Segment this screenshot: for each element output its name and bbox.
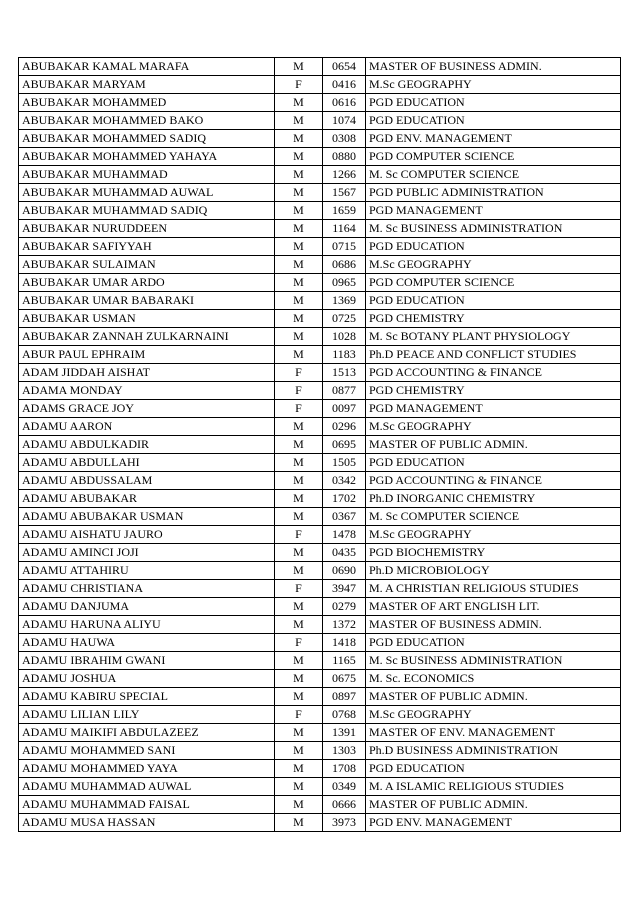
gender-cell: M — [275, 94, 323, 112]
gender-cell: M — [275, 670, 323, 688]
table-row — [19, 148, 621, 166]
student-name-cell: ADAMU HARUNA ALIYU — [19, 616, 275, 634]
code-cell: 1418 — [323, 634, 366, 652]
gender-cell: F — [275, 364, 323, 382]
student-name-cell: ADAMU IBRAHIM GWANI — [19, 652, 275, 670]
code-cell: 1372 — [323, 616, 366, 634]
gender-cell: M — [275, 274, 323, 292]
program-cell: Ph.D BUSINESS ADMINISTRATION — [366, 742, 621, 760]
code-cell: 1165 — [323, 652, 366, 670]
table-row — [19, 346, 621, 364]
code-cell: 0416 — [323, 76, 366, 94]
code-cell: 1369 — [323, 292, 366, 310]
student-name-cell: ADAMU ABUBAKAR — [19, 490, 275, 508]
student-name-cell: ABUBAKAR ZANNAH ZULKARNAINI — [19, 328, 275, 346]
code-cell: 0342 — [323, 472, 366, 490]
student-name-cell: ADAMU AMINCI JOJI — [19, 544, 275, 562]
gender-cell: M — [275, 112, 323, 130]
student-name-cell: ADAMU DANJUMA — [19, 598, 275, 616]
code-cell: 0666 — [323, 796, 366, 814]
gender-cell: M — [275, 562, 323, 580]
program-cell: PGD EDUCATION — [366, 634, 621, 652]
program-cell: Ph.D MICROBIOLOGY — [366, 562, 621, 580]
student-name-cell: ABUBAKAR UMAR BABARAKI — [19, 292, 275, 310]
gender-cell: M — [275, 688, 323, 706]
table-row — [19, 400, 621, 418]
gender-cell: M — [275, 616, 323, 634]
student-name-cell: ADAMU CHRISTIANA — [19, 580, 275, 598]
program-cell: PGD CHEMISTRY — [366, 310, 621, 328]
code-cell: 0897 — [323, 688, 366, 706]
student-name-cell: ADAMU ABUBAKAR USMAN — [19, 508, 275, 526]
table-row — [19, 166, 621, 184]
table-row — [19, 130, 621, 148]
program-cell: PGD EDUCATION — [366, 238, 621, 256]
program-cell: M. Sc BOTANY PLANT PHYSIOLOGY — [366, 328, 621, 346]
program-cell: PGD PUBLIC ADMINISTRATION — [366, 184, 621, 202]
student-name-cell: ADAM JIDDAH AISHAT — [19, 364, 275, 382]
gender-cell: M — [275, 742, 323, 760]
student-name-cell: ADAMU MOHAMMED SANI — [19, 742, 275, 760]
program-cell: M.Sc GEOGRAPHY — [366, 526, 621, 544]
student-name-cell: ADAMS GRACE JOY — [19, 400, 275, 418]
gender-cell: M — [275, 454, 323, 472]
student-name-cell: ABUBAKAR NURUDDEEN — [19, 220, 275, 238]
program-cell: MASTER OF PUBLIC ADMIN. — [366, 436, 621, 454]
student-name-cell: ADAMU AISHATU JAURO — [19, 526, 275, 544]
student-name-cell: ABUBAKAR KAMAL MARAFA — [19, 58, 275, 76]
gender-cell: F — [275, 706, 323, 724]
program-cell: MASTER OF ART ENGLISH LIT. — [366, 598, 621, 616]
table-row — [19, 742, 621, 760]
program-cell: PGD BIOCHEMISTRY — [366, 544, 621, 562]
table-row — [19, 490, 621, 508]
program-cell: PGD EDUCATION — [366, 760, 621, 778]
student-name-cell: ADAMU ATTAHIRU — [19, 562, 275, 580]
code-cell: 1659 — [323, 202, 366, 220]
student-name-cell: ADAMA MONDAY — [19, 382, 275, 400]
program-cell: PGD EDUCATION — [366, 94, 621, 112]
gender-cell: M — [275, 652, 323, 670]
program-cell: M. A ISLAMIC RELIGIOUS STUDIES — [366, 778, 621, 796]
table-row — [19, 76, 621, 94]
code-cell: 1478 — [323, 526, 366, 544]
roster-body — [19, 58, 621, 832]
code-cell: 0725 — [323, 310, 366, 328]
student-name-cell: ABUBAKAR MUHAMMAD AUWAL — [19, 184, 275, 202]
table-row — [19, 58, 621, 76]
student-name-cell: ABUBAKAR MOHAMMED SADIQ — [19, 130, 275, 148]
code-cell: 0435 — [323, 544, 366, 562]
program-cell: PGD COMPUTER SCIENCE — [366, 274, 621, 292]
gender-cell: M — [275, 292, 323, 310]
table-row — [19, 760, 621, 778]
program-cell: M.Sc GEOGRAPHY — [366, 256, 621, 274]
gender-cell: F — [275, 76, 323, 94]
program-cell: Ph.D INORGANIC CHEMISTRY — [366, 490, 621, 508]
student-name-cell: ABUBAKAR MUHAMMAD SADIQ — [19, 202, 275, 220]
student-name-cell: ADAMU MUSA HASSAN — [19, 814, 275, 832]
code-cell: 0695 — [323, 436, 366, 454]
table-row — [19, 616, 621, 634]
program-cell: PGD ACCOUNTING & FINANCE — [366, 472, 621, 490]
code-cell: 0690 — [323, 562, 366, 580]
code-cell: 0768 — [323, 706, 366, 724]
gender-cell: M — [275, 148, 323, 166]
table-row — [19, 112, 621, 130]
code-cell: 1028 — [323, 328, 366, 346]
student-name-cell: ADAMU MAIKIFI ABDULAZEEZ — [19, 724, 275, 742]
student-roster-table — [18, 57, 621, 832]
gender-cell: M — [275, 184, 323, 202]
code-cell: 0279 — [323, 598, 366, 616]
gender-cell: M — [275, 760, 323, 778]
student-name-cell: ABUBAKAR MARYAM — [19, 76, 275, 94]
student-name-cell: ADAMU HAUWA — [19, 634, 275, 652]
code-cell: 1074 — [323, 112, 366, 130]
table-row — [19, 364, 621, 382]
gender-cell: M — [275, 814, 323, 832]
code-cell: 0686 — [323, 256, 366, 274]
gender-cell: M — [275, 778, 323, 796]
code-cell: 1266 — [323, 166, 366, 184]
code-cell: 1513 — [323, 364, 366, 382]
program-cell: PGD ENV. MANAGEMENT — [366, 814, 621, 832]
code-cell: 0715 — [323, 238, 366, 256]
table-row — [19, 454, 621, 472]
table-row — [19, 634, 621, 652]
program-cell: M.Sc GEOGRAPHY — [366, 76, 621, 94]
code-cell: 0308 — [323, 130, 366, 148]
table-row — [19, 238, 621, 256]
table-row — [19, 544, 621, 562]
code-cell: 1164 — [323, 220, 366, 238]
gender-cell: M — [275, 544, 323, 562]
code-cell: 0367 — [323, 508, 366, 526]
program-cell: MASTER OF BUSINESS ADMIN. — [366, 616, 621, 634]
gender-cell: F — [275, 526, 323, 544]
program-cell: PGD ACCOUNTING & FINANCE — [366, 364, 621, 382]
table-row — [19, 688, 621, 706]
gender-cell: M — [275, 328, 323, 346]
table-row — [19, 652, 621, 670]
code-cell: 1708 — [323, 760, 366, 778]
gender-cell: M — [275, 724, 323, 742]
table-row — [19, 670, 621, 688]
gender-cell: F — [275, 400, 323, 418]
student-name-cell: ABUBAKAR UMAR ARDO — [19, 274, 275, 292]
gender-cell: F — [275, 580, 323, 598]
gender-cell: M — [275, 346, 323, 364]
code-cell: 1303 — [323, 742, 366, 760]
code-cell: 1702 — [323, 490, 366, 508]
program-cell: MASTER OF BUSINESS ADMIN. — [366, 58, 621, 76]
program-cell: MASTER OF ENV. MANAGEMENT — [366, 724, 621, 742]
student-name-cell: ABUBAKAR SAFIYYAH — [19, 238, 275, 256]
student-name-cell: ADAMU ABDULLAHI — [19, 454, 275, 472]
table-row — [19, 382, 621, 400]
table-row — [19, 778, 621, 796]
code-cell: 1505 — [323, 454, 366, 472]
student-name-cell: ABUR PAUL EPHRAIM — [19, 346, 275, 364]
student-name-cell: ADAMU ABDUSSALAM — [19, 472, 275, 490]
gender-cell: M — [275, 418, 323, 436]
table-row — [19, 418, 621, 436]
gender-cell: M — [275, 598, 323, 616]
gender-cell: M — [275, 508, 323, 526]
table-row — [19, 724, 621, 742]
program-cell: M. Sc BUSINESS ADMINISTRATION — [366, 220, 621, 238]
code-cell: 0675 — [323, 670, 366, 688]
student-name-cell: ABUBAKAR USMAN — [19, 310, 275, 328]
code-cell: 0616 — [323, 94, 366, 112]
program-cell: PGD MANAGEMENT — [366, 202, 621, 220]
table-row — [19, 274, 621, 292]
student-name-cell: ABUBAKAR SULAIMAN — [19, 256, 275, 274]
table-row — [19, 184, 621, 202]
table-row — [19, 562, 621, 580]
table-row — [19, 220, 621, 238]
code-cell: 1183 — [323, 346, 366, 364]
table-row — [19, 598, 621, 616]
code-cell: 3947 — [323, 580, 366, 598]
student-name-cell: ADAMU LILIAN LILY — [19, 706, 275, 724]
program-cell: Ph.D PEACE AND CONFLICT STUDIES — [366, 346, 621, 364]
gender-cell: F — [275, 382, 323, 400]
gender-cell: M — [275, 202, 323, 220]
program-cell: PGD EDUCATION — [366, 454, 621, 472]
program-cell: PGD COMPUTER SCIENCE — [366, 148, 621, 166]
program-cell: PGD EDUCATION — [366, 292, 621, 310]
student-name-cell: ADAMU JOSHUA — [19, 670, 275, 688]
table-row — [19, 436, 621, 454]
code-cell: 0965 — [323, 274, 366, 292]
program-cell: MASTER OF PUBLIC ADMIN. — [366, 796, 621, 814]
student-name-cell: ADAMU MOHAMMED YAYA — [19, 760, 275, 778]
program-cell: M. Sc COMPUTER SCIENCE — [366, 508, 621, 526]
program-cell: M. Sc BUSINESS ADMINISTRATION — [366, 652, 621, 670]
code-cell: 1567 — [323, 184, 366, 202]
student-name-cell: ABUBAKAR MOHAMMED — [19, 94, 275, 112]
student-name-cell: ABUBAKAR MOHAMMED BAKO — [19, 112, 275, 130]
table-row — [19, 814, 621, 832]
gender-cell: M — [275, 436, 323, 454]
table-row — [19, 526, 621, 544]
table-row — [19, 310, 621, 328]
student-name-cell: ADAMU MUHAMMAD FAISAL — [19, 796, 275, 814]
table-row — [19, 292, 621, 310]
table-row — [19, 796, 621, 814]
program-cell: PGD MANAGEMENT — [366, 400, 621, 418]
gender-cell: M — [275, 130, 323, 148]
program-cell: M.Sc GEOGRAPHY — [366, 706, 621, 724]
table-row — [19, 706, 621, 724]
student-name-cell: ADAMU ABDULKADIR — [19, 436, 275, 454]
code-cell: 1391 — [323, 724, 366, 742]
student-name-cell: ABUBAKAR MUHAMMAD — [19, 166, 275, 184]
student-name-cell: ADAMU KABIRU SPECIAL — [19, 688, 275, 706]
code-cell: 0296 — [323, 418, 366, 436]
code-cell: 0097 — [323, 400, 366, 418]
code-cell: 3973 — [323, 814, 366, 832]
program-cell: PGD EDUCATION — [366, 112, 621, 130]
program-cell: M. Sc. ECONOMICS — [366, 670, 621, 688]
gender-cell: M — [275, 310, 323, 328]
table-row — [19, 328, 621, 346]
gender-cell: M — [275, 58, 323, 76]
gender-cell: M — [275, 490, 323, 508]
program-cell: M. Sc COMPUTER SCIENCE — [366, 166, 621, 184]
program-cell: PGD ENV. MANAGEMENT — [366, 130, 621, 148]
table-row — [19, 202, 621, 220]
program-cell: M.Sc GEOGRAPHY — [366, 418, 621, 436]
student-name-cell: ABUBAKAR MOHAMMED YAHAYA — [19, 148, 275, 166]
student-name-cell: ADAMU AARON — [19, 418, 275, 436]
table-row — [19, 94, 621, 112]
table-row — [19, 472, 621, 490]
gender-cell: M — [275, 796, 323, 814]
table-row — [19, 508, 621, 526]
code-cell: 0654 — [323, 58, 366, 76]
table-row — [19, 256, 621, 274]
gender-cell: M — [275, 238, 323, 256]
program-cell: MASTER OF PUBLIC ADMIN. — [366, 688, 621, 706]
gender-cell: M — [275, 256, 323, 274]
student-name-cell: ADAMU MUHAMMAD AUWAL — [19, 778, 275, 796]
code-cell: 0877 — [323, 382, 366, 400]
gender-cell: F — [275, 634, 323, 652]
code-cell: 0349 — [323, 778, 366, 796]
code-cell: 0880 — [323, 148, 366, 166]
gender-cell: M — [275, 166, 323, 184]
program-cell: M. A CHRISTIAN RELIGIOUS STUDIES — [366, 580, 621, 598]
program-cell: PGD CHEMISTRY — [366, 382, 621, 400]
gender-cell: M — [275, 220, 323, 238]
table-row — [19, 580, 621, 598]
gender-cell: M — [275, 472, 323, 490]
